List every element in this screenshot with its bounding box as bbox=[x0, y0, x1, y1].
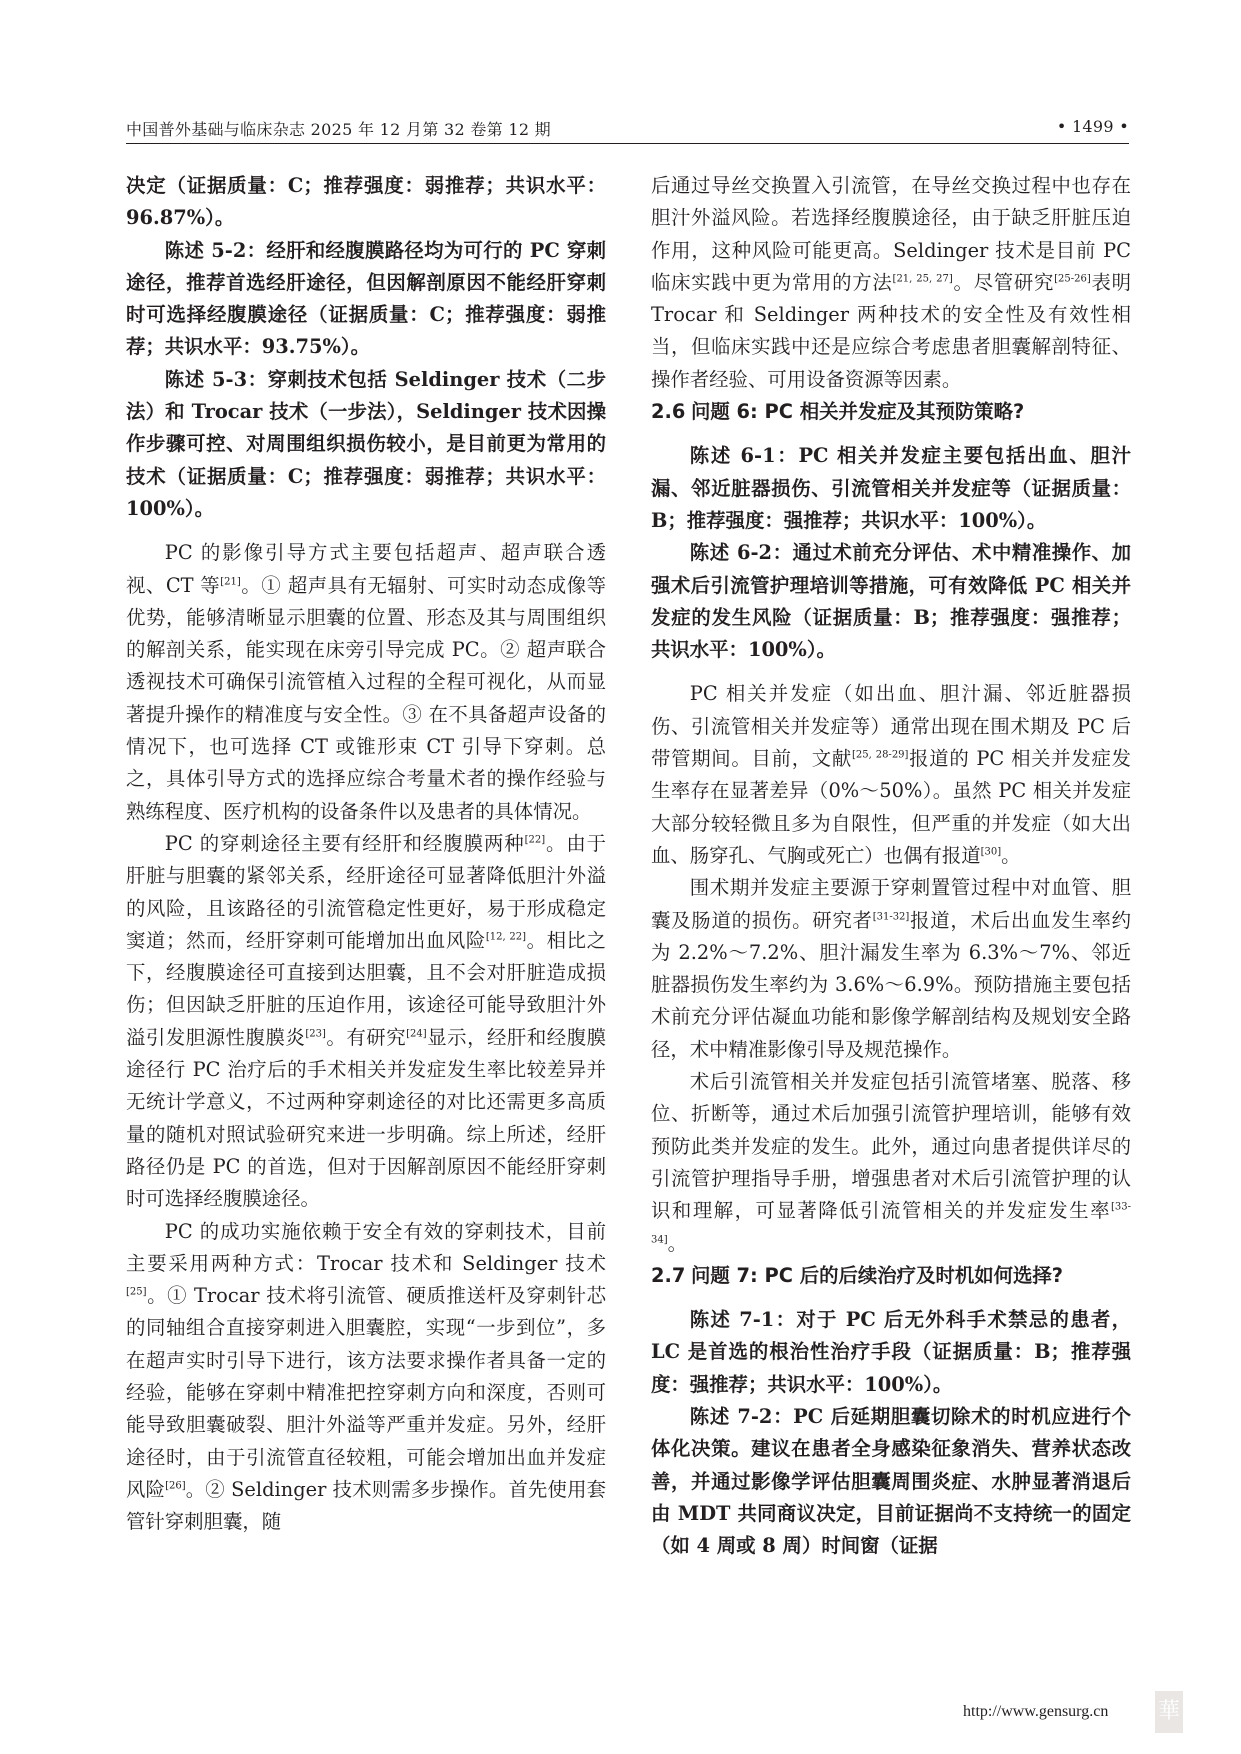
section-number: 2.6 bbox=[651, 400, 686, 424]
body-paragraph bbox=[651, 1066, 1131, 1260]
text-run: 。尽管研究 bbox=[952, 270, 1055, 294]
text-run: 报道，术后出血发生率约为 2.2%～7.2%、胆汁漏发生率为 6.3%～7%、邻近脏器损伤发生率约为 3.6%～6.9%。预防措施主要包括术前充分评估凝血功能和影像学解剖结构及规划安全路径，术中精准影像引导及规范操作。 bbox=[651, 908, 1132, 1061]
citation-ref: [25-26] bbox=[1054, 273, 1091, 285]
citation-ref: [26] bbox=[165, 1480, 186, 1492]
text-run: 。有研究 bbox=[325, 1025, 407, 1049]
citation-ref: [24] bbox=[406, 1028, 427, 1040]
body-paragraph bbox=[651, 678, 1131, 872]
text-run: 。 bbox=[667, 1231, 688, 1255]
citation-ref: [33-34] bbox=[651, 1201, 1131, 1246]
text-run: 显示，经肝和经腹膜途径行 PC 治疗后的手术相关并发症发生率比较差异并无统计学意义，不过两种穿刺途径的对比还需更多高质量的随机对照试验研究来进一步明确。综上所述，经肝路径仍是 PC 的首选，但对于因解剖原因不能经肝穿刺时可选择经腹膜途径。 bbox=[126, 1025, 607, 1211]
text-run: PC 的成功实施依赖于安全有效的穿刺技术，目前主要采用两种方式：Trocar 技术和 Seldinger 技术 bbox=[126, 1219, 606, 1275]
body-paragraph bbox=[651, 170, 1131, 396]
recommendation-statement: 陈述 7-2：PC 后延期胆囊切除术的时机应进行个体化决策。建议在患者全身感染征象消失、营养状态改善，并通过影像学评估胆囊周围炎症、水肿显著消退后由 MDT 共同商议决定，目前证据尚不支持统一的固定（如 4 周或 8 周）时间窗（证据 bbox=[651, 1404, 1131, 1558]
citation-ref: [23] bbox=[305, 1028, 326, 1040]
text-run: 报道的 PC 相关并发症发生率存在显著差异（0%～50%）。虽然 PC 相关并发症大部分较轻微且多为自限性，但严重的并发症（如大出血、肠穿孔、气胸或死亡）也偶有报道 bbox=[651, 747, 1131, 867]
text-run: 。① Trocar 技术将引流管、硬质推送杆及穿刺针芯的同轴组合直接穿刺进入胆囊腔，实现“一步到位”，多在超声实时引导下进行，该方法要求操作者具备一定的经验，能够在穿刺中精准把控穿刺方向和深度，否则可能导致胆囊破裂、胆汁外溢等严重并发症。另外，经肝途径时，由于引流管直径较粗，可能会增加出血并发症风险 bbox=[126, 1284, 606, 1501]
citation-ref: [12, 22] bbox=[485, 931, 527, 943]
body-paragraph bbox=[126, 1216, 606, 1539]
recommendation-statement: 陈述 5-3：穿刺技术包括 Seldinger 技术（二步法）和 Trocar 技术（一步法），Seldinger 技术因操作步骤可控、对周围组织损伤较小，是目前更为常用的技术（证据质量：C；推荐强度：弱推荐；共识水平：100%）。 bbox=[126, 367, 606, 520]
running-header-journal: 中国普外基础与临床杂志 2025 年 12 月第 32 卷第 12 期 bbox=[126, 120, 551, 139]
journal-logo-icon: 華 bbox=[1155, 1691, 1183, 1733]
header-rule bbox=[126, 143, 1129, 144]
recommendation-statement: 陈述 7-1：对于 PC 后无外科手术禁忌的患者，LC 是首选的根治性治疗手段（证据质量：B；推荐强度：强推荐；共识水平：100%）。 bbox=[651, 1308, 1131, 1396]
section-heading bbox=[651, 1260, 1131, 1292]
body-paragraph bbox=[126, 828, 606, 1216]
recommendation-statement: 陈述 6-1：PC 相关并发症主要包括出血、胆汁漏、邻近脏器损伤、引流管相关并发症等（证据质量：B；推荐强度：强推荐；共识水平：100%）。 bbox=[651, 444, 1131, 532]
right-column bbox=[651, 170, 1131, 1562]
citation-ref: [22] bbox=[524, 834, 546, 846]
section-number: 2.7 bbox=[651, 1263, 686, 1287]
text-run: PC 的影像引导方式主要包括超声、超声联合透视、CT 等 bbox=[126, 541, 606, 597]
citation-ref: [25] bbox=[126, 1286, 147, 1298]
text-run: 。① 超声具有无辐射、可实时动态成像等优势，能够清晰显示胆囊的位置、形态及其与周围组织的解剖关系，能实现在床旁引导完成 PC。② 超声联合透视技术可确保引流管植入过程的全程可视化，从而显著提升操作的精准度与安全性。③ 在不具备超声设备的情况下，也可选择 CT 或锥形束 CT 引导下穿刺。总之，具体引导方式的选择应综合考量术者的操作经验与熟练程度、医疗机构的设备条件以及患者的具体情况。 bbox=[126, 573, 607, 823]
citation-ref: [25, 28-29] bbox=[852, 749, 909, 761]
citation-ref: [21] bbox=[220, 576, 241, 588]
text-run: 表明 Trocar 和 Seldinger 两种技术的安全性及有效性相当，但临床实践中还是应综合考虑患者胆囊解剖特征、操作者经验、可用设备资源等因素。 bbox=[651, 270, 1132, 391]
section-heading bbox=[651, 396, 1131, 428]
text-run: PC 相关并发症（如出血、胆汁漏、邻近脏器损伤、引流管相关并发症等）通常出现在围术期及 PC 后带管期间。目前，文献 bbox=[651, 682, 1131, 771]
recommendation-statement: 陈述 6-2：通过术前充分评估、术中精准操作、加强术后引流管护理培训等措施，可有效降低 PC 相关并发症的发生风险（证据质量：B；推荐强度：强推荐；共识水平：100%）。 bbox=[651, 541, 1131, 662]
body-paragraph bbox=[126, 537, 606, 828]
text-run: 。相比之下，经腹膜途径可直接到达胆囊，且不会对肝脏造成损伤；但因缺乏肝脏的压迫作用，该途径可能导致胆汁外溢引发胆源性腹膜炎 bbox=[126, 928, 607, 1049]
body-paragraph bbox=[651, 872, 1131, 1066]
citation-ref: [21, 25, 27] bbox=[892, 273, 953, 285]
text-run: 围术期并发症主要源于穿刺置管过程中对血管、胆囊及肠道的损伤。研究者 bbox=[651, 876, 1131, 932]
text-run: 后通过导丝交换置入引流管，在导丝交换过程中也存在胆汁外溢风险。若选择经腹膜途径，由于缺乏肝脏压迫作用，这种风险可能更高。Seldinger 技术是目前 PC 临床实践中更为常用的方法 bbox=[651, 174, 1131, 294]
running-header-page-number: • 1499 • bbox=[1056, 117, 1129, 136]
section-title: 问题 6: PC 相关并发症及其预防策略? bbox=[691, 400, 1025, 424]
text-run: 。② Seldinger 技术则需多步操作。首先使用套管针穿刺胆囊，随 bbox=[126, 1477, 606, 1534]
text-run: 。 bbox=[1001, 843, 1021, 867]
text-run: 术后引流管相关并发症包括引流管堵塞、脱落、移位、折断等，通过术后加强引流管护理培训，能够有效预防此类并发症的发生。此外，通过向患者提供详尽的引流管护理指导手册，增强患者对术后引流管护理的认识和理解，可显著降低引流管相关的并发症发生率 bbox=[651, 1070, 1131, 1223]
recommendation-statement: 陈述 5-2：经肝和经腹膜路径均为可行的 PC 穿刺途径，推荐首选经肝途径，但因解剖原因不能经肝穿刺时可选择经腹膜途径（证据质量：C；推荐强度：弱推荐；共识水平：93.75%）。 bbox=[126, 238, 606, 359]
section-title: 问题 7: PC 后的后续治疗及时机如何选择? bbox=[691, 1263, 1064, 1287]
text-run: PC 的穿刺途径主要有经肝和经腹膜两种 bbox=[164, 831, 525, 855]
left-column bbox=[126, 170, 606, 1538]
citation-ref: [31-32] bbox=[872, 911, 910, 923]
journal-website-link[interactable]: http://www.gensurg.cn bbox=[963, 1703, 1109, 1720]
recommendation-statement: 决定（证据质量：C；推荐强度：弱推荐；共识水平：96.87%）。 bbox=[126, 174, 606, 230]
text-run: 。由于肝脏与胆囊的紧邻关系，经肝途径可显著降低胆汁外溢的风险，且该路径的引流管稳定性更好，易于形成稳定窦道；然而，经肝穿刺可能增加出血风险 bbox=[126, 831, 607, 952]
citation-ref: [30] bbox=[980, 846, 1002, 858]
